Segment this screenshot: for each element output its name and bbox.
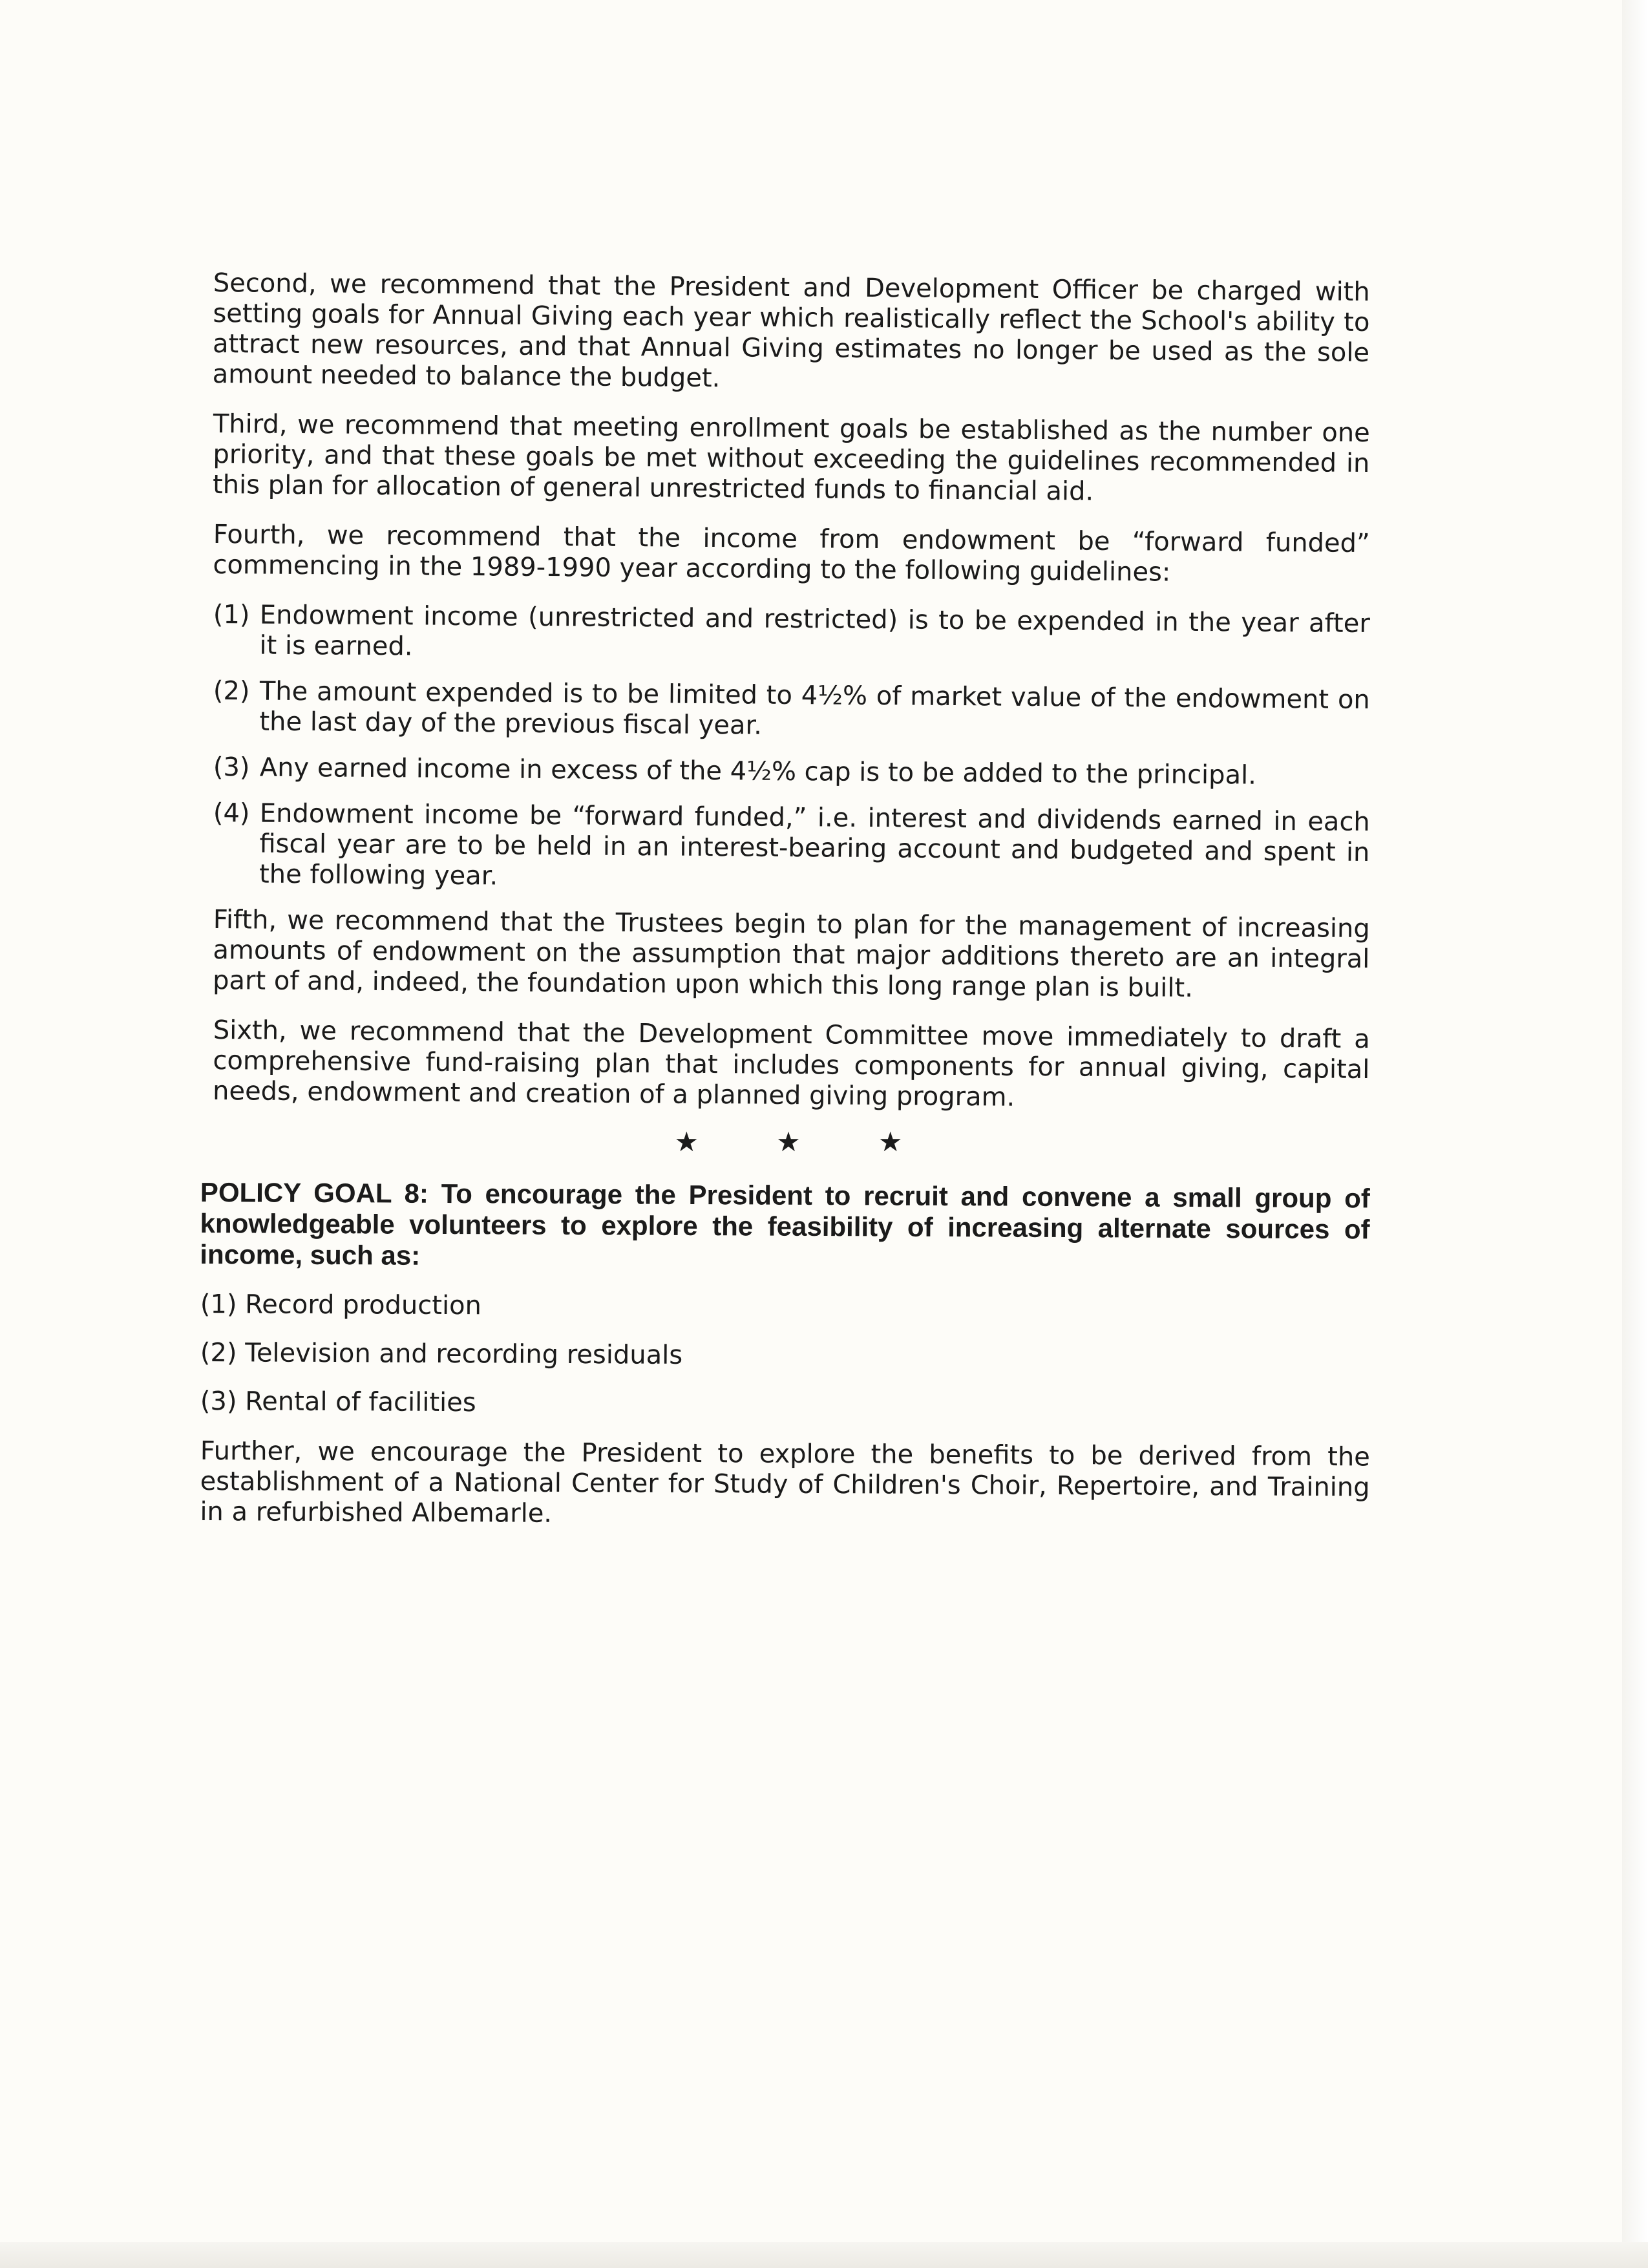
paragraph-third: Third, we recommend that meeting enrollment goals be established as the number one priority, and that these goals be met without exceeding the guidelines recommended in this plan for allocation of general unrestricted funds to financial aid. [212,409,1370,507]
guideline-number: (4) [213,798,250,829]
guideline-number: (2) [213,676,250,706]
guideline-text: The amount expended is to be limited to 4½% of market value of the endowment on the last day of the previous fiscal year. [259,676,1370,741]
guideline-number: (3) [213,752,250,783]
document-body [200,268,1370,1529]
guideline-item [213,752,1370,792]
income-source-item: (2) Television and recording residuals [200,1338,683,1370]
guideline-item [213,798,1370,898]
policy-goal-heading: POLICY GOAL 8: To encourage the President to recruit and convene a small group of knowledgeable volunteers to explore the feasibility of increasing alternate sources of income, such as: [200,1177,1370,1271]
income-source-item: (3) Rental of facilities [200,1386,476,1418]
star-separator: ★★★ [674,1126,980,1158]
paragraph-fifth: Fifth, we recommend that the Trustees begin to plan for the management of increasing amounts of endowment on the assumption that major additions thereto are an integral part of and, indeed, the foundation upon which this long range plan is built. [212,905,1370,1003]
closing-paragraph: Further, we encourage the President to explore the benefits to be derived from the establishment of a National Center for Study of Children's Choir, Repertoire, and Training in a refurbished Albemarle. [200,1436,1370,1529]
guideline-item [213,676,1370,746]
guideline-number: (1) [213,600,250,630]
income-source-item: (1) Record production [200,1289,482,1321]
paragraph-sixth: Sixth, we recommend that the Development Committee move immediately to draft a comprehensive fund-raising plan that includes components for annual giving, capital needs, endowment and creation of a planned giving program. [212,1015,1370,1112]
page-bottom-edge [0,2242,1648,2268]
guideline-item [213,600,1370,670]
paragraph-fourth: Fourth, we recommend that the income from endowment be “forward funded” commencing in the 1989-1990 year according to the following guidelines: [213,520,1370,588]
paragraph-second: Second, we recommend that the President and Development Officer be charged with setting goals for Annual Giving each year which realistically reflect the School's ability to attract new resources, and that Annual Giving estimates no longer be used as the sole amount needed to balance the budget. [212,268,1370,394]
page-edge [1622,0,1648,2268]
guideline-text: Endowment income be “forward funded,” i.e. interest and dividends earned in each fiscal year are to be held in an interest-bearing account and budgeted and spent in the following year. [259,798,1370,891]
guideline-text: Endowment income (unrestricted and restricted) is to be expended in the year after it is earned. [259,600,1370,662]
guideline-text: Any earned income in excess of the 4½% cap is to be added to the principal. [259,752,1257,790]
